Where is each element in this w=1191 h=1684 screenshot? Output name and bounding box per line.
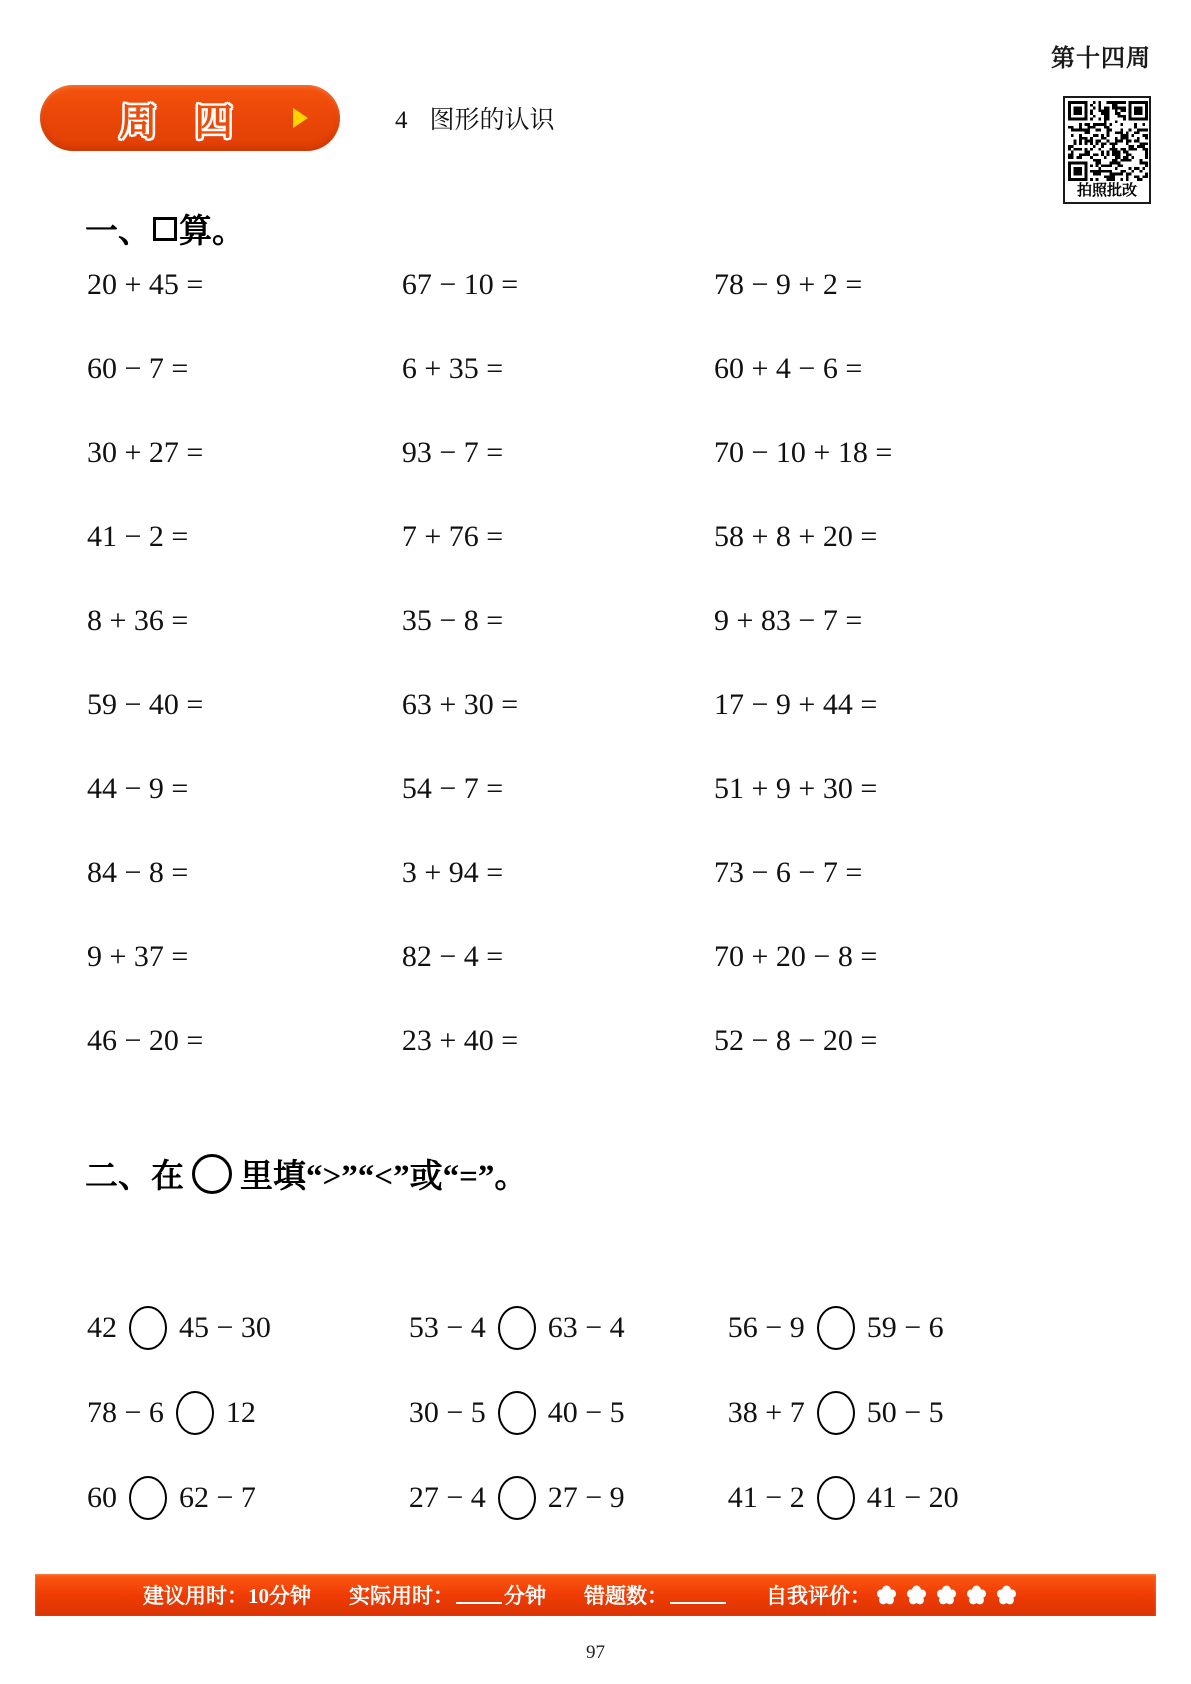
- circle-icon: [192, 1154, 232, 1194]
- lesson-number: 4: [395, 107, 408, 134]
- comparison-left-expression: 30 − 5: [408, 1395, 486, 1429]
- flower-star-icon[interactable]: [905, 1584, 928, 1607]
- comparison-circle-input[interactable]: [817, 1306, 855, 1350]
- comparison-problem: [711, 1391, 1005, 1435]
- comparison-left-expression: 60: [87, 1480, 117, 1514]
- flower-star-icon[interactable]: [935, 1584, 958, 1607]
- comparison-circle-input[interactable]: [498, 1306, 536, 1350]
- section-1-suffix: 算。: [179, 214, 245, 250]
- calculation-problem[interactable]: 73 − 6 − 7 =: [714, 856, 863, 889]
- calculation-problem[interactable]: 82 − 4 =: [401, 940, 504, 973]
- section-2-heading: [85, 1150, 527, 1197]
- calculation-problem[interactable]: 41 − 2 =: [87, 520, 189, 553]
- comparison-right-expression: 40 − 5: [547, 1395, 625, 1429]
- comparison-problem: [711, 1306, 1005, 1350]
- comparison-circle-input[interactable]: [498, 1476, 536, 1520]
- calculation-problem[interactable]: 8 + 36 =: [87, 604, 189, 637]
- calculation-problem[interactable]: 23 + 40 =: [401, 1024, 519, 1057]
- calculation-problem[interactable]: 44 − 9 =: [87, 772, 189, 805]
- section-1-heading: [85, 205, 245, 252]
- comparison-right-expression: 45 − 30: [179, 1310, 271, 1344]
- qr-caption: 拍照批改: [1076, 183, 1137, 199]
- triangle-right-icon: [293, 108, 308, 128]
- calculation-row: [85, 520, 985, 604]
- comparison-left-expression: 42: [87, 1310, 117, 1344]
- comparison-row: [85, 1370, 1005, 1455]
- qr-code-icon: [1068, 101, 1148, 181]
- calculation-problem[interactable]: 93 − 7 =: [401, 436, 504, 469]
- calculation-row: [85, 604, 985, 688]
- comparison-problem: [85, 1391, 399, 1435]
- calculation-row: [85, 352, 985, 436]
- calculation-problem[interactable]: 70 − 10 + 18 =: [714, 436, 893, 469]
- calculation-problem[interactable]: 3 + 94 =: [401, 856, 504, 889]
- section-2-prefix: 二、在: [85, 1159, 184, 1195]
- section-1-prefix: 一、: [85, 214, 151, 250]
- calculation-problem[interactable]: 9 + 37 =: [87, 940, 189, 973]
- comparison-grid: [85, 1285, 1005, 1540]
- self-evaluation-label: 自我评价：: [766, 1584, 871, 1608]
- day-badge-label: 周 四: [119, 101, 247, 144]
- calculation-problem[interactable]: 46 − 20 =: [87, 1024, 204, 1057]
- comparison-problem: [85, 1476, 399, 1520]
- lesson-title: [395, 100, 555, 136]
- section-2-suffix: 里填“>”“<”或“=”。: [240, 1159, 528, 1195]
- calculation-grid: [85, 268, 985, 1108]
- comparison-problem: [399, 1476, 711, 1520]
- comparison-row: [85, 1455, 1005, 1540]
- page-number: 97: [586, 1642, 605, 1663]
- self-evaluation-field[interactable]: [766, 1580, 1018, 1610]
- calculation-problem[interactable]: 58 + 8 + 20 =: [714, 520, 878, 553]
- comparison-row: [85, 1285, 1005, 1370]
- comparison-right-expression: 63 − 4: [547, 1310, 625, 1344]
- wrong-count-label: 错题数：: [584, 1584, 668, 1608]
- footer-bar: [35, 1574, 1156, 1616]
- lesson-title-text: 图形的认识: [429, 107, 555, 134]
- actual-time-prefix: 实际用时：: [349, 1584, 454, 1608]
- comparison-left-expression: 53 − 4: [408, 1310, 486, 1344]
- calculation-row: [85, 940, 985, 1024]
- calculation-problem[interactable]: 78 − 9 + 2 =: [714, 268, 863, 301]
- calculation-row: [85, 688, 985, 772]
- actual-time-suffix: 分钟: [504, 1584, 546, 1608]
- comparison-left-expression: 38 + 7: [727, 1395, 805, 1429]
- calculation-problem[interactable]: 54 − 7 =: [401, 772, 504, 805]
- comparison-left-expression: 78 − 6: [87, 1395, 164, 1429]
- actual-time-blank[interactable]: [456, 1586, 502, 1604]
- calculation-problem[interactable]: 67 − 10 =: [401, 268, 519, 301]
- comparison-circle-input[interactable]: [129, 1306, 167, 1350]
- flower-star-icon[interactable]: [995, 1584, 1018, 1607]
- comparison-circle-input[interactable]: [817, 1476, 855, 1520]
- qr-code-block[interactable]: [1063, 96, 1151, 204]
- comparison-right-expression: 59 − 6: [866, 1310, 944, 1344]
- square-box-icon: [153, 217, 177, 241]
- comparison-right-expression: 50 − 5: [866, 1395, 944, 1429]
- comparison-problem: [399, 1391, 711, 1435]
- calculation-problem[interactable]: 7 + 76 =: [401, 520, 504, 553]
- suggested-time-label: 建议用时：10分钟: [143, 1584, 311, 1608]
- comparison-right-expression: 62 − 7: [179, 1480, 256, 1514]
- comparison-problem: [711, 1476, 1005, 1520]
- calculation-row: [85, 268, 985, 352]
- flower-star-icon[interactable]: [875, 1584, 898, 1607]
- comparison-problem: [399, 1306, 711, 1350]
- calculation-problem[interactable]: 30 + 27 =: [87, 436, 204, 469]
- calculation-row: [85, 772, 985, 856]
- calculation-problem[interactable]: 20 + 45 =: [87, 268, 204, 301]
- comparison-circle-input[interactable]: [817, 1391, 855, 1435]
- calculation-problem[interactable]: 63 + 30 =: [401, 688, 519, 721]
- comparison-right-expression: 27 − 9: [547, 1480, 625, 1514]
- calculation-row: [85, 436, 985, 520]
- wrong-count-field[interactable]: [584, 1580, 728, 1610]
- flower-star-icon[interactable]: [965, 1584, 988, 1607]
- calculation-problem[interactable]: 35 − 8 =: [401, 604, 504, 637]
- comparison-problem: [85, 1306, 399, 1350]
- comparison-left-expression: 27 − 4: [408, 1480, 486, 1514]
- comparison-right-expression: 41 − 20: [866, 1480, 959, 1514]
- calculation-problem[interactable]: 17 − 9 + 44 =: [714, 688, 878, 721]
- calculation-problem[interactable]: 60 − 7 =: [87, 352, 189, 385]
- comparison-left-expression: 41 − 2: [727, 1480, 805, 1514]
- calculation-problem[interactable]: 9 + 83 − 7 =: [714, 604, 863, 637]
- week-label: 第十四周: [1051, 46, 1151, 72]
- actual-time-field[interactable]: [349, 1580, 546, 1610]
- comparison-circle-input[interactable]: [176, 1391, 214, 1435]
- calculation-problem[interactable]: 84 − 8 =: [87, 856, 189, 889]
- calculation-problem[interactable]: 70 + 20 − 8 =: [714, 940, 878, 973]
- self-evaluation-stars[interactable]: [875, 1584, 1018, 1607]
- calculation-row: [85, 1024, 985, 1108]
- calculation-problem[interactable]: 59 − 40 =: [87, 688, 204, 721]
- wrong-count-blank[interactable]: [670, 1586, 726, 1604]
- calculation-row: [85, 856, 985, 940]
- comparison-right-expression: 12: [225, 1395, 256, 1429]
- calculation-problem[interactable]: 6 + 35 =: [401, 352, 504, 385]
- day-badge: [40, 85, 340, 151]
- calculation-problem[interactable]: 52 − 8 − 20 =: [714, 1024, 878, 1057]
- comparison-left-expression: 56 − 9: [727, 1310, 805, 1344]
- comparison-circle-input[interactable]: [498, 1391, 536, 1435]
- comparison-circle-input[interactable]: [129, 1476, 167, 1520]
- calculation-problem[interactable]: 60 + 4 − 6 =: [714, 352, 863, 385]
- calculation-problem[interactable]: 51 + 9 + 30 =: [714, 772, 878, 805]
